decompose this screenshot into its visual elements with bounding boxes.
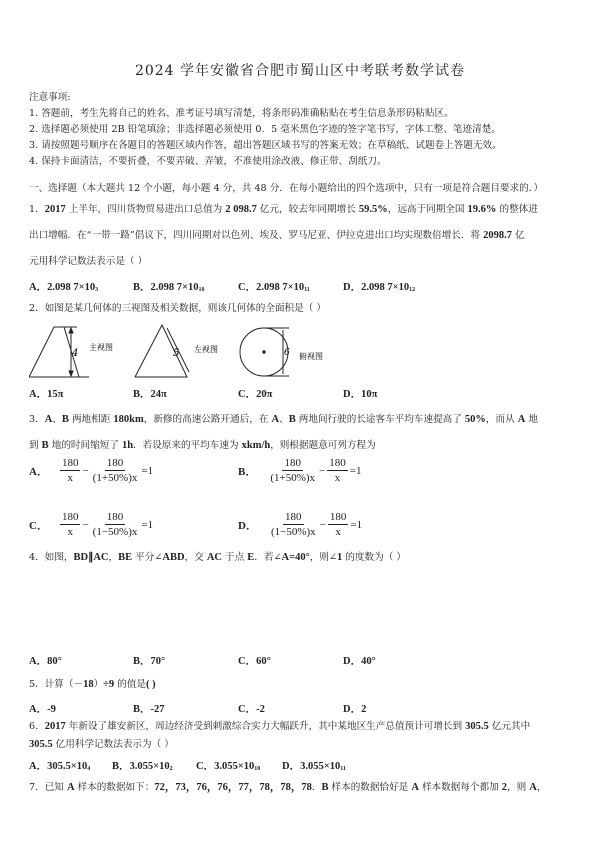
bold-text: 2017 xyxy=(44,204,66,215)
note-item: 2. 选择题必须使用 2B 铅笔填涂；非选择题必须使用 0．5 毫米黑色字迹的签字笔书写，字体工整、笔迹清楚。 xyxy=(29,124,501,135)
bold-text: ABD xyxy=(162,552,185,563)
bold-text: B xyxy=(288,414,296,425)
section-heading: 一、选择题（本大题共 12 个小题，每小题 4 分，共 48 分．在每小题给出的四个选项中，只有一项是符合题目要求的．） xyxy=(29,183,544,194)
bold-text: 59.5% xyxy=(358,204,388,215)
text-segment: ， xyxy=(108,552,119,563)
text-segment: ，而从 xyxy=(485,414,518,425)
text-segment: 1． xyxy=(29,204,45,215)
q5-option-b: B．-27 xyxy=(133,704,165,715)
bold-text: 19.6% xyxy=(467,204,497,215)
fraction xyxy=(327,456,348,485)
bold-text: A=40° xyxy=(281,552,310,563)
front-view xyxy=(29,327,89,377)
text-segment: ，则∠ xyxy=(309,552,338,563)
bold-text: 50% xyxy=(464,414,486,425)
three-view-figure xyxy=(29,322,349,382)
bold-text: 72，73，76，76，77，78，78，78 xyxy=(154,782,312,793)
front-view-label: 主视图 xyxy=(89,343,113,352)
question-1-line xyxy=(29,255,147,269)
fraction xyxy=(268,456,317,485)
text-segment: 的值是 xyxy=(114,679,147,690)
text-segment: 平分∠ xyxy=(132,552,163,563)
text-segment: ． xyxy=(311,782,322,793)
note-item: 1. 答题前，考生先将自己的姓名、准考证号填写清楚，将条形码准确粘贴在考生信息条形码粘贴区。 xyxy=(29,108,454,119)
text-segment: 样本的数据如下： xyxy=(74,782,155,793)
bold-text: BD∥AC xyxy=(73,552,109,563)
text-segment: ，新修的高速公路开通后，在 xyxy=(143,414,272,425)
numerator: 180 xyxy=(329,511,347,523)
q3-option-a xyxy=(29,456,153,485)
height-label: 4 xyxy=(72,348,79,359)
text-segment: ） xyxy=(93,679,104,690)
text-segment: ．若设原来的平均车速为 xyxy=(133,440,242,451)
text-segment: 上半年，四川货物贸易进出口总值为 xyxy=(65,204,226,215)
equation-rhs: =1 xyxy=(350,518,363,531)
bold-text: ( ) xyxy=(146,679,156,690)
bold-text: E xyxy=(247,552,255,563)
bold-text: B xyxy=(61,414,69,425)
bold-text: 305.5 xyxy=(29,739,53,750)
text-segment: 地 xyxy=(525,414,539,425)
question-5-line xyxy=(29,678,156,692)
bold-text: A xyxy=(529,782,537,793)
diameter-label: 6 xyxy=(284,348,290,358)
question-7-line xyxy=(29,781,546,795)
text-segment: ，则根据题意可列方程为 xyxy=(270,440,376,451)
bold-text: 1h xyxy=(121,440,134,451)
question-6-line xyxy=(29,738,174,752)
notes-heading: 注意事项: xyxy=(29,92,71,103)
q2-option-c: C．20π xyxy=(238,389,273,400)
bold-text: A xyxy=(517,414,526,425)
q3-option-b xyxy=(238,456,361,485)
q2-option-a: A．15π xyxy=(29,389,64,400)
q5-option-a: A．-9 xyxy=(29,704,56,715)
q3-option-d xyxy=(238,510,362,539)
text-segment: 于点 xyxy=(221,552,248,563)
denominator: (1+50%)x xyxy=(270,472,316,484)
side-view-label: 左视图 xyxy=(194,345,218,354)
question-3-line xyxy=(29,439,376,453)
option-label: B． xyxy=(238,465,257,478)
bold-text: 2098.7 xyxy=(483,230,513,241)
numerator: 180 xyxy=(106,457,124,469)
q1-option-a: A．2.098 $7\times 10_3$ xyxy=(29,282,99,293)
text-segment: 亿元，较去年同期增长 xyxy=(256,204,359,215)
fraction xyxy=(60,456,81,485)
q6-option-b: B．$3.055\times 10_2$ xyxy=(112,761,173,772)
q1-option-b: B．2.098 $7\times 10_{10}$ xyxy=(133,282,205,293)
bold-text: 180km xyxy=(113,414,144,425)
q3-option-c xyxy=(29,510,153,539)
bold-text: 305.5 xyxy=(465,721,489,732)
text-segment: 的度数为（ ） xyxy=(342,552,406,563)
question-4-line xyxy=(29,551,406,565)
denominator: (1−50%)x xyxy=(270,526,316,538)
question-6-line xyxy=(29,720,530,734)
text-segment: 亿用科学记数法表示为（ ） xyxy=(52,739,174,750)
text-segment: ，远高于同期全国 xyxy=(387,204,468,215)
fraction xyxy=(91,510,140,539)
numerator: 180 xyxy=(285,511,302,523)
q5-option-d: D．2 xyxy=(343,704,367,715)
minus-sign: − xyxy=(319,464,326,477)
bold-text: A xyxy=(411,782,419,793)
equation-rhs: =1 xyxy=(141,464,154,477)
text-segment: 3． xyxy=(29,414,45,425)
text-segment: 的整体进 xyxy=(496,204,538,215)
denominator: x xyxy=(334,472,341,484)
text-segment: 7．已知 xyxy=(29,782,67,793)
denominator: x xyxy=(67,526,73,538)
q1-option-d: D．2.098 $7\times 10_{12}$ xyxy=(343,282,416,293)
equation-rhs: =1 xyxy=(141,518,154,531)
text-segment: ， xyxy=(536,782,547,793)
q5-option-c: C．-2 xyxy=(238,704,265,715)
bold-text: 2 xyxy=(501,782,508,793)
side-view xyxy=(135,325,189,377)
numerator: 180 xyxy=(106,511,124,523)
q4-option-d: D．40° xyxy=(343,656,376,667)
text-segment: 亿元其中 xyxy=(488,721,531,732)
fraction xyxy=(91,456,140,485)
text-segment: ，交 xyxy=(184,552,207,563)
page-title: 2024 学年安徽省合肥市蜀山区中考联考数学试卷 xyxy=(134,63,466,79)
option-label: A． xyxy=(29,465,48,478)
numerator: 180 xyxy=(61,457,79,469)
text-segment: 样本的数据恰好是 xyxy=(328,782,412,793)
fraction xyxy=(328,510,349,539)
note-item: 3. 请按照题号顺序在各题目的答题区域内作答，超出答题区域书写的答案无效；在草稿纸、试题卷上答题无效。 xyxy=(29,140,502,151)
text-segment: ，则 xyxy=(507,782,530,793)
question-1-line xyxy=(29,203,538,217)
top-view xyxy=(240,328,289,376)
text-segment: 、 xyxy=(52,414,62,425)
denominator: (1−50%)x xyxy=(92,526,138,538)
denominator: x xyxy=(67,472,73,484)
fraction xyxy=(269,510,318,539)
q6-option-a: A．$305.5\times 10_4$ xyxy=(29,761,91,772)
slant-label: 5 xyxy=(173,348,180,359)
text-segment: 年新设了雄安新区，周边经济受到刺激综合实力大幅跃升，其中某地区生产总值预计可增长到 xyxy=(65,721,466,732)
bold-text: B xyxy=(41,440,49,451)
bold-text: 2017 xyxy=(44,721,66,732)
question-3-line xyxy=(29,413,538,427)
bold-text: A xyxy=(66,782,75,793)
bold-text: xkm/h xyxy=(241,440,271,451)
top-view-label: 俯视图 xyxy=(299,352,323,361)
q4-option-b: B．70° xyxy=(133,656,166,667)
text-segment: 2．如图是某几何体的三视图及相关数据，则该几何体的全面积是（ ） xyxy=(29,303,326,314)
q4-option-c: C．60° xyxy=(238,656,271,667)
q1-option-c: C．2.098 $7\times 10_{11}$ xyxy=(238,282,310,293)
bold-text: A xyxy=(271,414,280,425)
text-segment: 5．计算（－ xyxy=(29,679,84,690)
note-item: 4. 保持卡面清洁，不要折叠，不要弄破、弄皱，不准使用涂改液、修正带、刮纸刀。 xyxy=(29,156,387,167)
equation-rhs: =1 xyxy=(349,464,362,477)
fraction xyxy=(60,510,81,539)
text-segment: 出口增幅．在“一带一路”倡议下，四川同期对以色列、埃及、罗马尼亚、伊拉克进出口均实现数倍增长．将 xyxy=(29,230,484,241)
bold-text: 2 098.7 xyxy=(225,204,257,215)
text-segment: 样本数据每个都加 xyxy=(418,782,502,793)
bold-text: ÷9 xyxy=(103,679,115,690)
q2-option-d: D．10π xyxy=(343,389,378,400)
q6-option-d: D．$3.055\times 10_{11}$ xyxy=(282,761,346,772)
bold-text: 18 xyxy=(83,679,94,690)
numerator: 180 xyxy=(61,511,79,523)
option-label: C． xyxy=(29,519,48,532)
q2-option-b: B．24π xyxy=(133,389,167,400)
minus-sign: − xyxy=(319,518,326,531)
text-segment: 、 xyxy=(279,414,289,425)
minus-sign: − xyxy=(82,464,89,477)
q4-option-a: A．80° xyxy=(29,656,62,667)
minus-sign: − xyxy=(82,518,89,531)
text-segment: 两地相距 xyxy=(68,414,114,425)
question-2-line xyxy=(29,302,326,316)
text-segment: 地的时间缩短了 xyxy=(48,440,122,451)
text-segment: 6． xyxy=(29,721,45,732)
option-label: D． xyxy=(238,519,257,532)
q6-option-c: C．$3.055\times 10_{10}$ xyxy=(196,761,261,772)
bold-text: A xyxy=(44,414,53,425)
bold-text: BE xyxy=(118,552,133,563)
text-segment: 两地间行驶的长途客车平均车速提高了 xyxy=(295,414,465,425)
text-segment: 亿 xyxy=(512,230,525,241)
question-1-line xyxy=(29,229,525,243)
bold-text: B xyxy=(321,782,329,793)
text-segment: 元用科学记数法表示是（ ） xyxy=(29,256,148,267)
denominator: (1+50%)x xyxy=(92,472,138,484)
numerator: 180 xyxy=(329,457,346,469)
text-segment: ．若∠ xyxy=(254,552,282,563)
text-segment: 到 xyxy=(29,440,42,451)
denominator: x xyxy=(335,526,341,538)
bold-text: 1 xyxy=(337,552,343,563)
bold-text: AC xyxy=(206,552,222,563)
text-segment: 4．如图， xyxy=(29,552,74,563)
numerator: 180 xyxy=(284,457,301,469)
